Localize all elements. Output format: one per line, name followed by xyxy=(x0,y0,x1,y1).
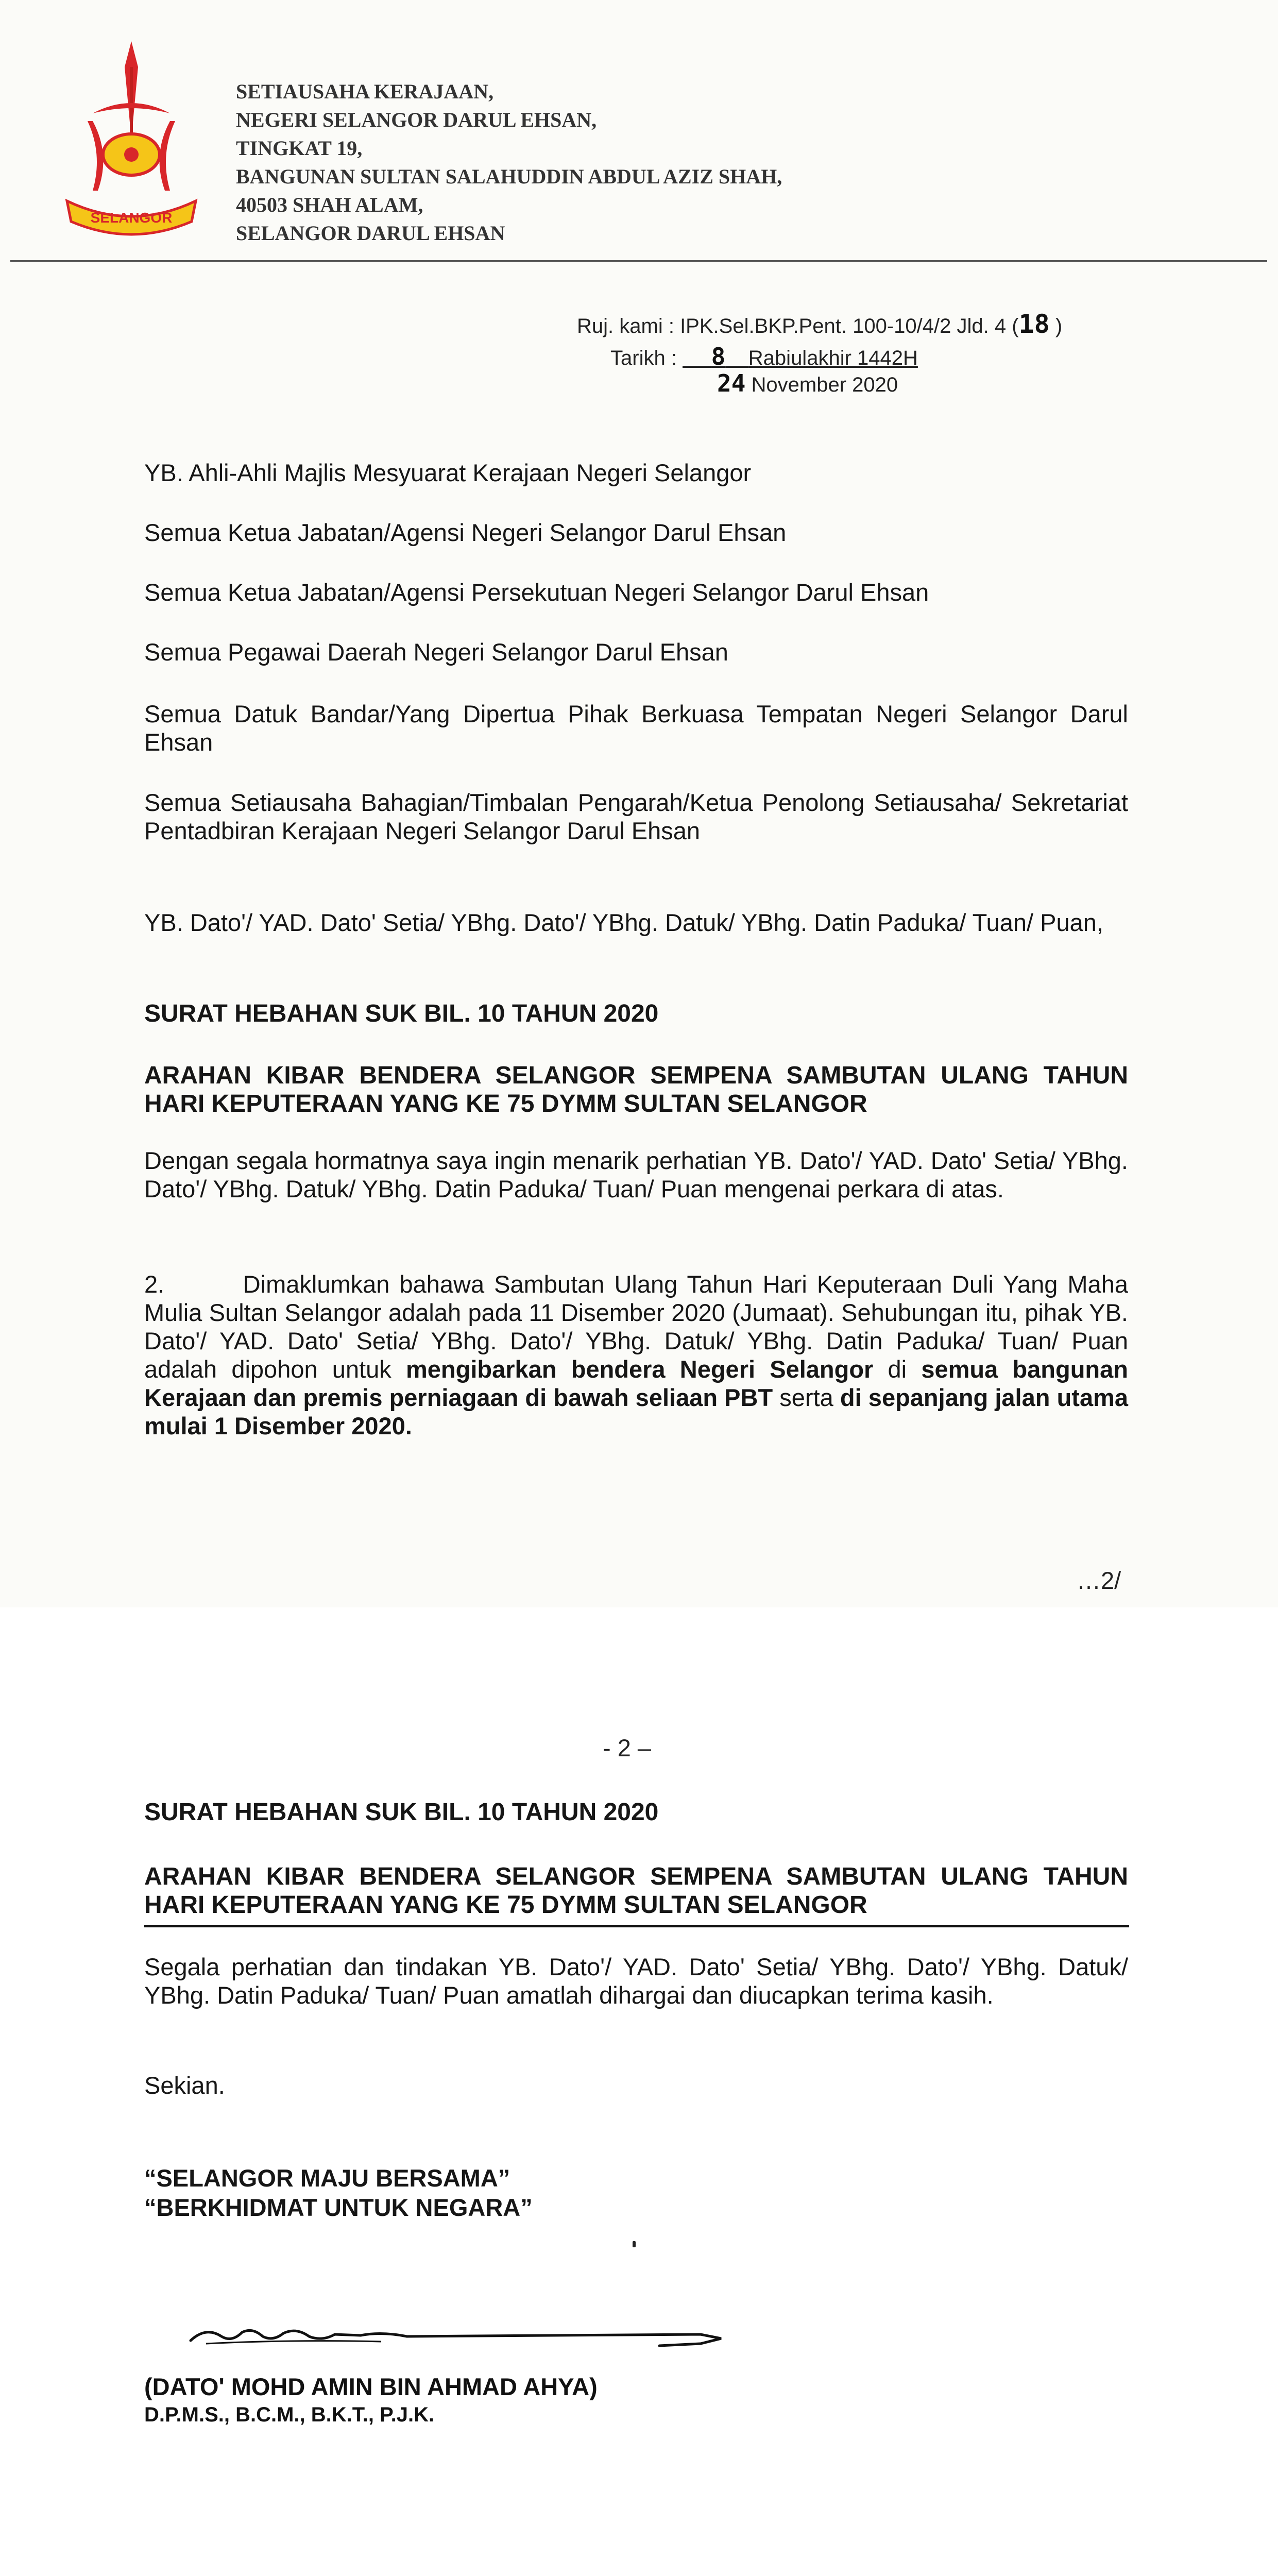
letterhead-line: SELANGOR DARUL EHSAN xyxy=(236,222,505,245)
motto-2: “BERKHIDMAT UNTUK NEGARA” xyxy=(144,2194,533,2221)
letterhead-line: SETIAUSAHA KERAJAAN, xyxy=(236,80,494,103)
continuation-marker: …2/ xyxy=(1077,1567,1121,1594)
ruj-label: Ruj. kami : xyxy=(577,315,674,337)
paragraph-2-bold: mengibarkan bendera Negeri Selangor xyxy=(406,1355,874,1383)
recipient-item: Semua Datuk Bandar/Yang Dipertua Pihak Berkuasa Tempatan Negeri Selangor Darul Ehsan xyxy=(144,700,1128,756)
reference-line: Ruj. kami : IPK.Sel.BKP.Pent. 100-10/4/2 Jld. 4 (18 ) xyxy=(577,309,1063,339)
ink-speck xyxy=(633,2241,636,2247)
recipient-item: Semua Setiausaha Bahagian/Timbalan Pengarah/Ketua Penolong Setiausaha/ Sekretariat Pentadbiran Kerajaan Negeri Selangor Darul Ehsan xyxy=(144,789,1128,844)
motto-1: “SELANGOR MAJU BERSAMA” xyxy=(144,2164,510,2192)
signatory-title: D.P.M.S., B.C.M., B.K.T., P.J.K. xyxy=(144,2403,435,2426)
sekian: Sekian. xyxy=(144,2072,225,2099)
letter-reference-title: SURAT HEBAHAN SUK BIL. 10 TAHUN 2020 xyxy=(144,1000,659,1027)
subject-underline xyxy=(144,1925,1129,1927)
ruj-handwritten-number: 18 xyxy=(1018,309,1050,339)
ruj-value: IPK.Sel.BKP.Pent. 100-10/4/2 Jld. 4 xyxy=(680,315,1007,337)
paragraph-1: Dengan segala hormatnya saya ingin menarik perhatian YB. Dato'/ YAD. Dato' Setia/ YBhg. Dato'/ YBhg. Datuk/ YBhg. Datin Paduka/ Tuan/ Puan mengenai perkara di atas. xyxy=(144,1147,1128,1202)
paragraph-2 xyxy=(144,1270,1128,1440)
letter-reference-title-p2: SURAT HEBAHAN SUK BIL. 10 TAHUN 2020 xyxy=(144,1799,659,1826)
letterhead-line: BANGUNAN SULTAN SALAHUDDIN ABDUL AZIZ SHAH, xyxy=(236,165,782,188)
subject-heading-p2: ARAHAN KIBAR BENDERA SELANGOR SEMPENA SAMBUTAN ULANG TAHUN HARI KEPUTERAAN YANG KE 75 DYMM SULTAN SELANGOR xyxy=(144,1863,1128,1919)
paragraph-2-bold: di sepanjang jalan utama mulai 1 Disember 2020. xyxy=(144,1384,1129,1439)
letterhead-line: TINGKAT 19, xyxy=(236,137,363,160)
paragraph-number: 2. xyxy=(144,1270,165,1298)
signature-image xyxy=(185,2321,731,2352)
salutation: YB. Dato'/ YAD. Dato' Setia/ YBhg. Dato'/ YBhg. Datuk/ YBhg. Datin Paduka/ Tuan/ Puan, xyxy=(144,909,1103,936)
paragraph-2-text: Dimaklumkan bahawa Sambutan Ulang Tahun Hari Keputeraan Duli Yang Maha Mulia Sultan Selangor adalah pada 11 Disember 2020 (Jumaat). Sehubungan itu, pihak YB. Dato'/ YAD. Dato' Setia/ YBhg. Dato'/ YBhg. Datuk/ YBhg. Datin Paduka/ Tuan/ Puan adalah dipohon untuk xyxy=(144,1270,1129,1383)
hijri-month-year: Rabiulakhir 1442H xyxy=(748,347,918,369)
closing-paragraph: Segala perhatian dan tindakan YB. Dato'/ YAD. Dato' Setia/ YBhg. Dato'/ YBhg. Datuk/ YBhg. Datin Paduka/ Tuan/ Puan amatlah dihargai dan diucapkan terima kasih. xyxy=(144,1953,1128,2009)
subject-heading: ARAHAN KIBAR BENDERA SELANGOR SEMPENA SAMBUTAN ULANG TAHUN HARI KEPUTERAAN YANG KE 75 DYMM SULTAN SELANGOR xyxy=(144,1062,1128,1117)
greg-day-handwritten: 24 xyxy=(717,369,746,397)
paragraph-2-text: serta xyxy=(779,1384,833,1411)
paragraph-2-bold: semua bangunan Kerajaan dan premis perniagaan di bawah seliaan PBT xyxy=(144,1355,1128,1411)
recipient-item: Semua Ketua Jabatan/Agensi Persekutuan Negeri Selangor Darul Ehsan xyxy=(144,579,929,606)
tarikh-line-gregorian xyxy=(717,369,898,397)
hijri-day-handwritten: 8 xyxy=(711,343,726,370)
letterhead-line: 40503 SHAH ALAM, xyxy=(236,193,423,216)
recipient-item: YB. Ahli-Ahli Majlis Mesyuarat Kerajaan Negeri Selangor xyxy=(144,459,752,486)
selangor-crest-logo xyxy=(57,36,206,247)
recipient-item: Semua Pegawai Daerah Negeri Selangor Darul Ehsan xyxy=(144,638,728,666)
recipient-item: Semua Ketua Jabatan/Agensi Negeri Selangor Darul Ehsan xyxy=(144,519,787,546)
page-number: - 2 – xyxy=(603,1734,652,1761)
signatory-name: (DATO' MOHD AMIN BIN AHMAD AHYA) xyxy=(144,2373,598,2400)
letterhead-line: NEGERI SELANGOR DARUL EHSAN, xyxy=(236,108,597,131)
tarikh-label: Tarikh : xyxy=(610,347,677,369)
svg-text:SELANGOR: SELANGOR xyxy=(90,210,173,226)
paragraph-2-text: di xyxy=(888,1355,907,1383)
greg-month-year: November 2020 xyxy=(751,374,898,396)
letterhead-address xyxy=(236,77,1009,247)
tarikh-line-hijri xyxy=(610,343,918,370)
letterhead-divider xyxy=(10,260,1267,262)
